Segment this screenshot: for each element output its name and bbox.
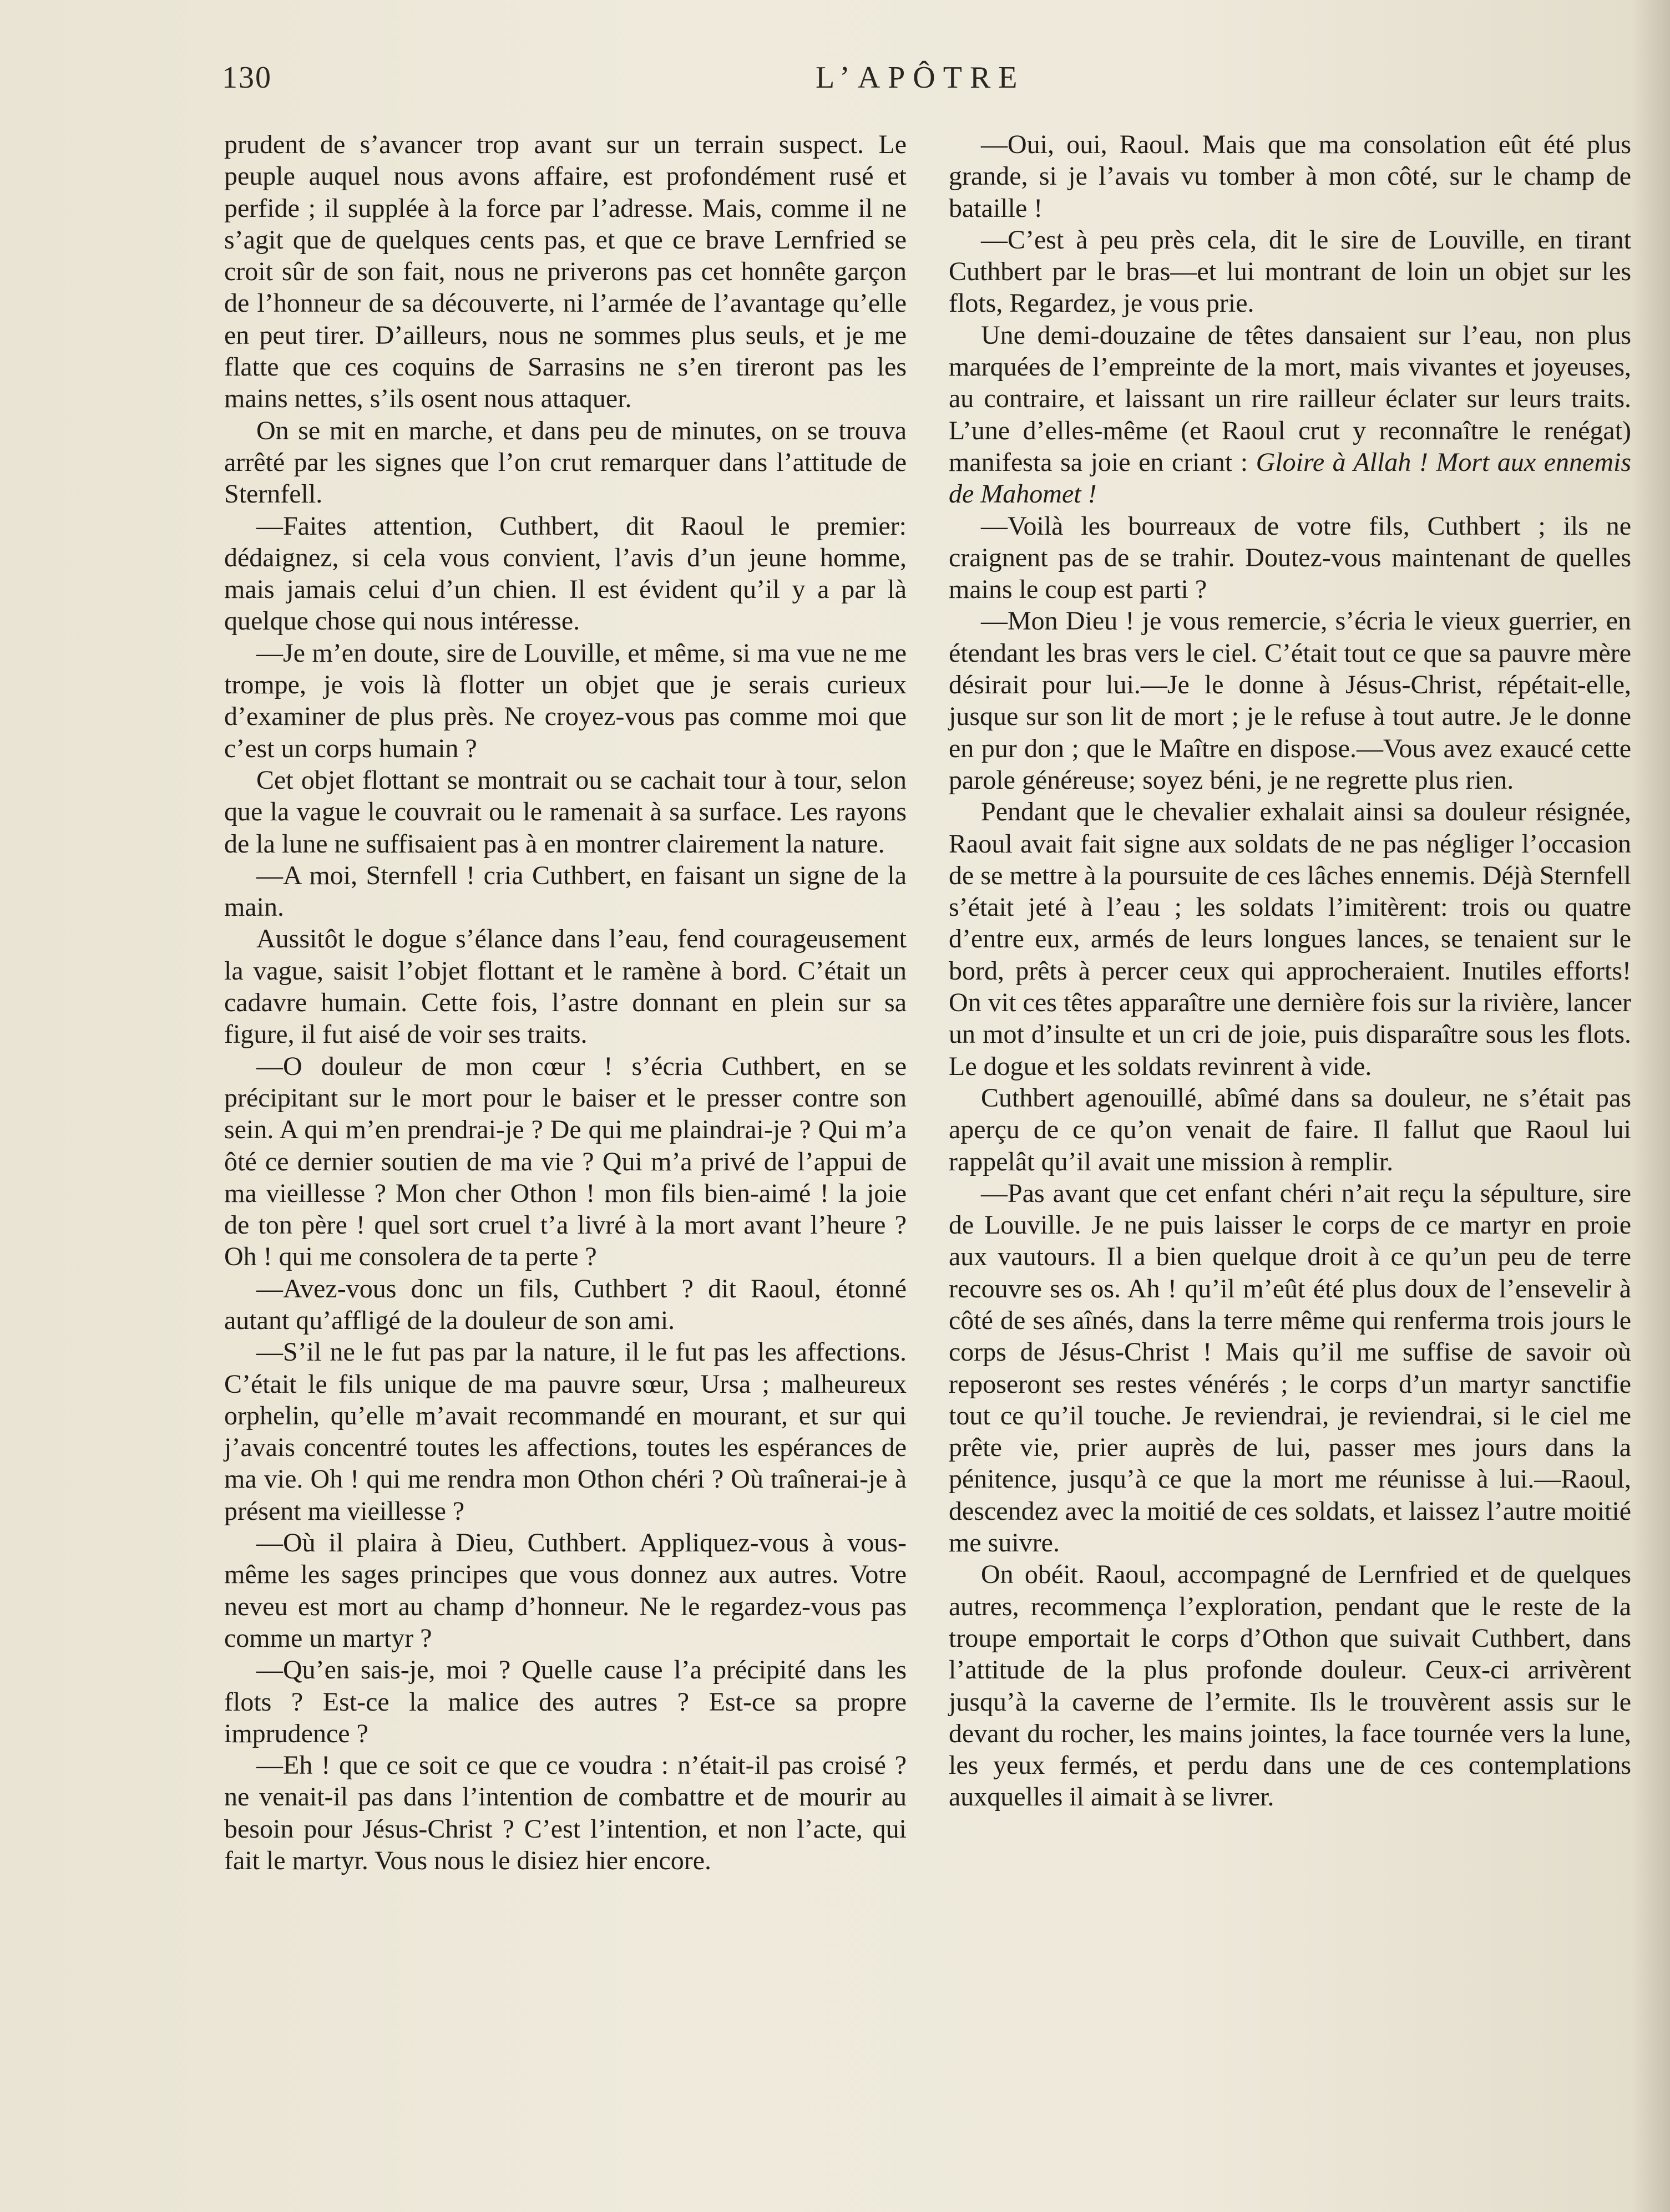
- paragraph: prudent de s’avancer trop avant sur un terrain suspect. Le peuple auquel nous avons affaire, est profondément rusé et perfide ; il supplée à la force par l’adresse. Mais, comme il ne s’agit que de quelques cents pas, et que ce brave Lernfried se croit sûr de son fait, nous ne priverons pas cet honnête garçon de l’honneur de sa découverte, ni l’armée de l’avantage qu’elle en peut tirer. D’ailleurs, nous ne sommes plus seuls, et je me flatte que ces coquins de Sarrasins ne s’en tireront pas les mains nettes, s’ils osent nous attaquer.: [224, 130, 907, 414]
- running-title: L’APÔTRE: [816, 60, 1025, 95]
- right-column: [949, 129, 1631, 1813]
- paragraph: —C’est à peu près cela, dit le sire de Louville, en tirant Cuthbert par le bras—et lui montrant de loin un objet sur les flots, Regardez, je vous prie.: [949, 225, 1631, 318]
- paragraph: —S’il ne le fut pas par la nature, il le fut pas les affections. C’était le fils unique de ma pauvre sœur, Ursa ; malheureux orphelin, qu’elle m’avait recommandé en mourant, et sur qui j’avais concentré toutes les affections, toutes les espérances de ma vie. Oh ! qui me rendra mon Othon chéri ? Où traînerai-je à présent ma vieillesse ?: [224, 1337, 907, 1526]
- paragraph: —Faites attention, Cuthbert, dit Raoul le premier: dédaignez, si cela vous convient, l’avis d’un jeune homme, mais jamais celui d’un chien. Il est évident qu’il y a par là quelque chose qui nous intéresse.: [224, 511, 907, 636]
- paragraph: —Eh ! que ce soit ce que ce voudra : n’était-il pas croisé ? ne venait-il pas dans l’intention de combattre et de mourir au besoin pour Jésus-Christ ? C’est l’intention, et non l’acte, qui fait le martyr. Vous nous le disiez hier encore.: [224, 1751, 907, 1876]
- paragraph: On obéit. Raoul, accompagné de Lernfried et de quelques autres, recommença l’exploration, pendant que le reste de la troupe emportait le corps d’Othon que suivait Cuthbert, dans l’attitude de la plus profonde douleur. Ceux-ci arrivèrent jusqu’à la caverne de l’ermite. Ils le trouvèrent assis sur le devant du rocher, les mains jointes, la face tournée vers la lune, les yeux fermés, et perdu dans une de ces contemplations auxquelles il aimait à se livrer.: [949, 1560, 1631, 1812]
- running-header: [222, 60, 1615, 99]
- paragraph: Cet objet flottant se montrait ou se cachait tour à tour, selon que la vague le couvrait ou le ramenait à sa surface. Les rayons de la lune ne suffisaient pas à en montrer clairement la nature.: [224, 765, 907, 859]
- italic-cry: Gloire à Allah ! Mort aux ennemis de Mahomet !: [949, 447, 1631, 509]
- paragraph: —Mon Dieu ! je vous remercie, s’écria le vieux guerrier, en étendant les bras vers le ciel. C’était tout ce que sa pauvre mère désirait pour lui.—Je le donne à Jésus-Christ, répétait-elle, jusque sur son lit de mort ; je le refuse à tout autre. Je le donne en pur don ; que le Maître en dispose.—Vous avez exaucé cette parole généreuse; soyez béni, je ne regrette plus rien.: [949, 606, 1631, 795]
- page-edge-shadow: [1631, 0, 1670, 2212]
- paragraph: —Oui, oui, Raoul. Mais que ma consolation eût été plus grande, si je l’avais vu tomber à mon côté, sur le champ de bataille !: [949, 130, 1631, 223]
- paragraph: On se mit en marche, et dans peu de minutes, on se trouva arrêté par les signes que l’on crut remarquer dans l’attitude de Sternfell.: [224, 415, 907, 509]
- paragraph: —Voilà les bourreaux de votre fils, Cuthbert ; ils ne craignent pas de se trahir. Doutez-vous maintenant de quelles mains le coup est parti ?: [949, 511, 1631, 605]
- paragraph: Aussitôt le dogue s’élance dans l’eau, fend courageusement la vague, saisit l’objet flottant et le ramène à bord. C’était un cadavre humain. Cette fois, l’astre donnant en plein sur sa figure, il fut aisé de voir ses traits.: [224, 924, 907, 1049]
- paragraph-text: Une demi-douzaine de têtes dansaient sur l’eau, non plus marquées de l’empreinte de la mort, mais vivantes et joyeuses, au contraire, et laissant un rire railleur éclater sur leurs traits. L’une d’elles-même (et Raoul crut y reconnaître le renégat) manifesta sa joie en criant :: [949, 320, 1631, 477]
- paragraph: —Pas avant que cet enfant chéri n’ait reçu la sépulture, sire de Louville. Je ne puis laisser le corps de ce martyr en proie aux vautours. Il a bien quelque droit à ce qu’un peu de terre recouvre ses os. Ah ! qu’il m’eût été plus doux de l’ensevelir à côté de ses aînés, dans la terre même qui renferma trois jours le corps de Jésus-Christ ! Mais qu’il me suffise de savoir où reposeront ses restes vénérés ; le corps d’un martyr sanctifie tout ce qu’il touche. Je reviendrai, je reviendrai, si le ciel me prête vie, prier auprès de lui, passer mes jours dans la pénitence, jusqu’à ce que la mort me réunisse à lui.—Raoul, descendez avec la moitié de ces soldats, et laissez l’autre moitié me suivre.: [949, 1178, 1631, 1558]
- page-number: 130: [222, 60, 272, 95]
- paragraph: [949, 319, 1631, 510]
- paragraph: —Où il plaira à Dieu, Cuthbert. Appliquez-vous à vous-même les sages principes que vous donnez aux autres. Votre neveu est mort au champ d’honneur. Ne le regardez-vous pas comme un martyr ?: [224, 1528, 907, 1653]
- paragraph: —A moi, Sternfell ! cria Cuthbert, en faisant un signe de la main.: [224, 860, 907, 922]
- paragraph: Cuthbert agenouillé, abîmé dans sa douleur, ne s’était pas aperçu de ce qu’on venait de faire. Il fallut que Raoul lui rappelât qu’il avait une mission à remplir.: [949, 1083, 1631, 1176]
- paragraph: —Avez-vous donc un fils, Cuthbert ? dit Raoul, étonné autant qu’affligé de la douleur de son ami.: [224, 1274, 907, 1335]
- paragraph: —O douleur de mon cœur ! s’écria Cuthbert, en se précipitant sur le mort pour le baiser et le presser contre son sein. A qui m’en prendrai-je ? De qui me plaindrai-je ? Qui m’a ôté ce dernier soutien de ma vie ? Qui m’a privé de l’appui de ma vieillesse ? Mon cher Othon ! mon fils bien-aimé ! la joie de ton père ! quel sort cruel t’a livré à la mort avant l’heure ? Oh ! qui me consolera de ta perte ?: [224, 1051, 907, 1272]
- paragraph: —Je m’en doute, sire de Louville, et même, si ma vue ne me trompe, je vois là flotter un objet que je serais curieux d’examiner de plus près. Ne croyez-vous pas comme moi que c’est un corps humain ?: [224, 638, 907, 763]
- left-column: [224, 129, 907, 1876]
- paragraph: Pendant que le chevalier exhalait ainsi sa douleur résignée, Raoul avait fait signe aux soldats de ne pas négliger l’occasion de se mettre à la poursuite de ces lâches ennemis. Déjà Sternfell s’était jeté à l’eau ; les soldats l’imitèrent: trois ou quatre d’entre eux, armés de leurs longues lances, se tenaient sur le bord, prêts à percer ceux qui approcheraient. Inutiles efforts! On vit ces têtes apparaître une dernière fois sur la rivière, lancer un mot d’insulte et un cri de joie, puis disparaître sous les flots. Le dogue et les soldats revinrent à vide.: [949, 797, 1631, 1081]
- paragraph: —Qu’en sais-je, moi ? Quelle cause l’a précipité dans les flots ? Est-ce la malice des autres ? Est-ce sa propre imprudence ?: [224, 1655, 907, 1748]
